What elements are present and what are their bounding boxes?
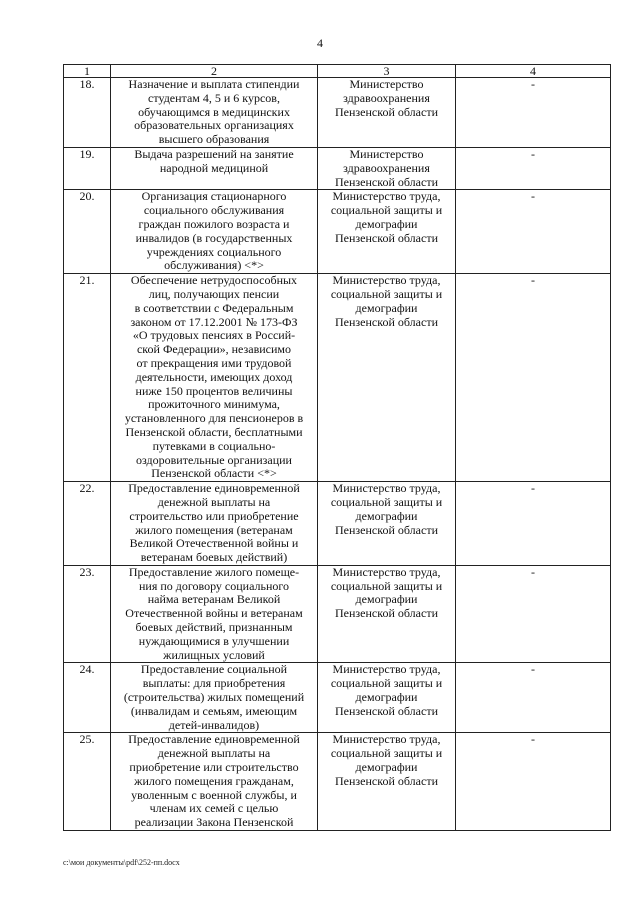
service-name-line: законом от 17.12.2001 № 173-ФЗ bbox=[130, 314, 298, 329]
service-name-line: граждан пожилого возраста и bbox=[138, 216, 290, 231]
row-number: 19. bbox=[64, 147, 111, 189]
responsible-agency-line: Министерство bbox=[349, 77, 424, 91]
service-name-line: денежной выплаты на bbox=[157, 746, 271, 761]
responsible-agency-line: социальной защиты и bbox=[330, 578, 443, 593]
responsible-agency-line: Министерство труда, bbox=[332, 189, 441, 204]
service-name-line: жилого помещения гражданам, bbox=[134, 773, 294, 788]
responsible-agency-line: Министерство труда, bbox=[332, 732, 441, 747]
responsible-agency-line: здравоохранения bbox=[343, 160, 430, 175]
service-name-line: оздоровительные организации bbox=[136, 452, 292, 467]
responsible-agency-line: здравоохранения bbox=[343, 90, 430, 105]
service-name bbox=[111, 190, 318, 274]
responsible-agency-line: демографии bbox=[355, 216, 418, 231]
service-name-line: прожиточного минимума, bbox=[148, 397, 280, 412]
column-4-value: - bbox=[456, 274, 611, 482]
responsible-agency-line: Пензенской области bbox=[335, 104, 438, 119]
table-row bbox=[64, 78, 611, 148]
service-name-line: Пензенской области, бесплатными bbox=[125, 424, 303, 439]
service-name-line: учреждениях социального bbox=[146, 244, 282, 259]
column-4-value: - bbox=[456, 190, 611, 274]
service-name-line: уволенным с военной службы, и bbox=[131, 787, 297, 802]
responsible-agency bbox=[318, 274, 456, 482]
service-name-line: (строительства) жилых помещений bbox=[123, 690, 305, 705]
responsible-agency bbox=[318, 733, 456, 831]
service-name-line: денежной выплаты на bbox=[157, 494, 271, 509]
responsible-agency-line: Пензенской области bbox=[335, 773, 438, 788]
responsible-agency-line: демографии bbox=[355, 690, 418, 705]
responsible-agency bbox=[318, 147, 456, 189]
responsible-agency-line: демографии bbox=[355, 508, 418, 523]
service-name-line: социального обслуживания bbox=[143, 203, 285, 218]
service-name-line: строительство или приобретение bbox=[129, 508, 299, 523]
service-name-line: «О трудовых пенсиях в Россий- bbox=[132, 328, 296, 343]
column-header-4: 4 bbox=[456, 65, 611, 78]
responsible-agency-line: Пензенской области bbox=[335, 703, 438, 718]
row-number: 20. bbox=[64, 190, 111, 274]
responsible-agency-line: социальной защиты и bbox=[330, 676, 443, 691]
footer-file-path: c:\мои документы\pdf\252-пп.docx bbox=[63, 858, 180, 867]
responsible-agency-line: Пензенской области bbox=[335, 230, 438, 245]
service-name-line: ской Федерации», независимо bbox=[136, 342, 292, 357]
service-name-line: высшего образования bbox=[158, 132, 270, 147]
row-number: 18. bbox=[64, 78, 111, 148]
responsible-agency-line: демографии bbox=[355, 300, 418, 315]
table-body bbox=[64, 78, 611, 831]
row-number: 23. bbox=[64, 565, 111, 663]
responsible-agency bbox=[318, 565, 456, 663]
service-name-line: детей-инвалидов) bbox=[168, 717, 260, 732]
row-number: 22. bbox=[64, 482, 111, 566]
page-number: 4 bbox=[317, 36, 323, 50]
responsible-agency-line: Министерство труда, bbox=[332, 481, 441, 496]
table-row bbox=[64, 663, 611, 733]
service-name-line: ветеранам боевых действий) bbox=[140, 550, 288, 565]
responsible-agency-line: Министерство труда, bbox=[332, 273, 441, 288]
service-name-line: Предоставление жилого помеще- bbox=[128, 564, 300, 579]
responsible-agency-line: Пензенской области bbox=[335, 314, 438, 329]
service-name-line: ния по договору социального bbox=[138, 578, 290, 593]
responsible-agency-line: социальной защиты и bbox=[330, 746, 443, 761]
column-4-value: - bbox=[456, 78, 611, 148]
service-name-line: членам их семей с целью bbox=[149, 801, 279, 816]
responsible-agency-line: Пензенской области bbox=[335, 522, 438, 537]
service-name-line: Великой Отечественной войны и bbox=[129, 536, 299, 551]
responsible-agency bbox=[318, 190, 456, 274]
service-name-line: Назначение и выплата стипендии bbox=[128, 77, 300, 91]
column-header-2: 2 bbox=[111, 65, 318, 78]
responsible-agency-line: Министерство труда, bbox=[332, 564, 441, 579]
row-number: 25. bbox=[64, 733, 111, 831]
service-name-line: Выдача разрешений на занятие bbox=[134, 146, 294, 161]
table-row bbox=[64, 482, 611, 566]
column-4-value: - bbox=[456, 663, 611, 733]
service-name-line: выплаты: для приобретения bbox=[142, 676, 286, 691]
responsible-agency-line: социальной защиты и bbox=[330, 494, 443, 509]
column-4-value: - bbox=[456, 733, 611, 831]
responsible-agency-line: Пензенской области bbox=[335, 174, 438, 189]
table-row bbox=[64, 190, 611, 274]
service-name bbox=[111, 733, 318, 831]
table-row bbox=[64, 147, 611, 189]
service-name-line: Предоставление социальной bbox=[140, 662, 288, 677]
service-name bbox=[111, 78, 318, 148]
table-row bbox=[64, 274, 611, 482]
service-name bbox=[111, 274, 318, 482]
service-name-line: лиц, получающих пенсии bbox=[148, 286, 280, 301]
responsible-agency bbox=[318, 78, 456, 148]
row-number: 21. bbox=[64, 274, 111, 482]
responsible-agency bbox=[318, 482, 456, 566]
service-name-line: обучающимся в медицинских bbox=[138, 104, 290, 119]
service-name-line: народной медициной bbox=[159, 160, 269, 175]
table-row bbox=[64, 565, 611, 663]
responsible-agency-line: демографии bbox=[355, 760, 418, 775]
service-name-line: инвалидов (в государственных bbox=[135, 230, 293, 245]
service-name-line: обслуживания) <*> bbox=[164, 258, 264, 273]
service-name-line: найма ветеранам Великой bbox=[147, 592, 281, 607]
column-header-3: 3 bbox=[318, 65, 456, 78]
responsible-agency-line: Пензенской области bbox=[335, 606, 438, 621]
responsible-agency-line: демографии bbox=[355, 592, 418, 607]
service-name-line: приобретение или строительство bbox=[129, 760, 299, 775]
service-name-line: Пензенской области <*> bbox=[151, 466, 277, 481]
service-name-line: Организация стационарного bbox=[141, 189, 287, 204]
service-name-line: деятельности, имеющих доход bbox=[135, 369, 293, 384]
responsible-agency-line: социальной защиты и bbox=[330, 203, 443, 218]
service-name-line: реализации Закона Пензенской bbox=[134, 815, 294, 830]
service-name bbox=[111, 663, 318, 733]
responsible-agency-line: Министерство труда, bbox=[332, 662, 441, 677]
service-name-line: (инвалидам и семьям, имеющим bbox=[130, 703, 298, 718]
service-name bbox=[111, 482, 318, 566]
service-name-line: жилого помещения (ветеранам bbox=[135, 522, 293, 537]
service-name-line: в соответствии с Федеральным bbox=[134, 300, 294, 315]
service-name-line: от прекращения ими трудовой bbox=[136, 355, 292, 370]
service-name-line: образовательных организациях bbox=[134, 118, 294, 133]
service-name bbox=[111, 565, 318, 663]
service-name-line: нуждающимися в улучшении bbox=[138, 633, 290, 648]
column-4-value: - bbox=[456, 147, 611, 189]
service-name-line: путевками в социально- bbox=[152, 438, 276, 453]
service-name bbox=[111, 147, 318, 189]
service-name-line: Обеспечение нетрудоспособных bbox=[130, 273, 298, 288]
service-name-line: Предоставление единовременной bbox=[128, 732, 300, 747]
service-name-line: установленного для пенсионеров в bbox=[124, 411, 304, 426]
column-4-value: - bbox=[456, 565, 611, 663]
service-name-line: ниже 150 процентов величины bbox=[135, 383, 293, 398]
services-table bbox=[63, 64, 611, 831]
service-name-line: боевых действий, признанным bbox=[135, 620, 293, 635]
service-name-line: студентам 4, 5 и 6 курсов, bbox=[148, 90, 280, 105]
responsible-agency-line: социальной защиты и bbox=[330, 286, 443, 301]
responsible-agency bbox=[318, 663, 456, 733]
service-name-line: жилищных условий bbox=[163, 647, 265, 662]
responsible-agency-line: Министерство bbox=[349, 146, 424, 161]
column-4-value: - bbox=[456, 482, 611, 566]
table-row bbox=[64, 733, 611, 831]
service-name-line: Отечественной войны и ветеранам bbox=[125, 606, 303, 621]
column-header-1: 1 bbox=[64, 65, 111, 78]
service-name-line: Предоставление единовременной bbox=[128, 481, 300, 496]
row-number: 24. bbox=[64, 663, 111, 733]
table-header-row bbox=[64, 65, 611, 78]
